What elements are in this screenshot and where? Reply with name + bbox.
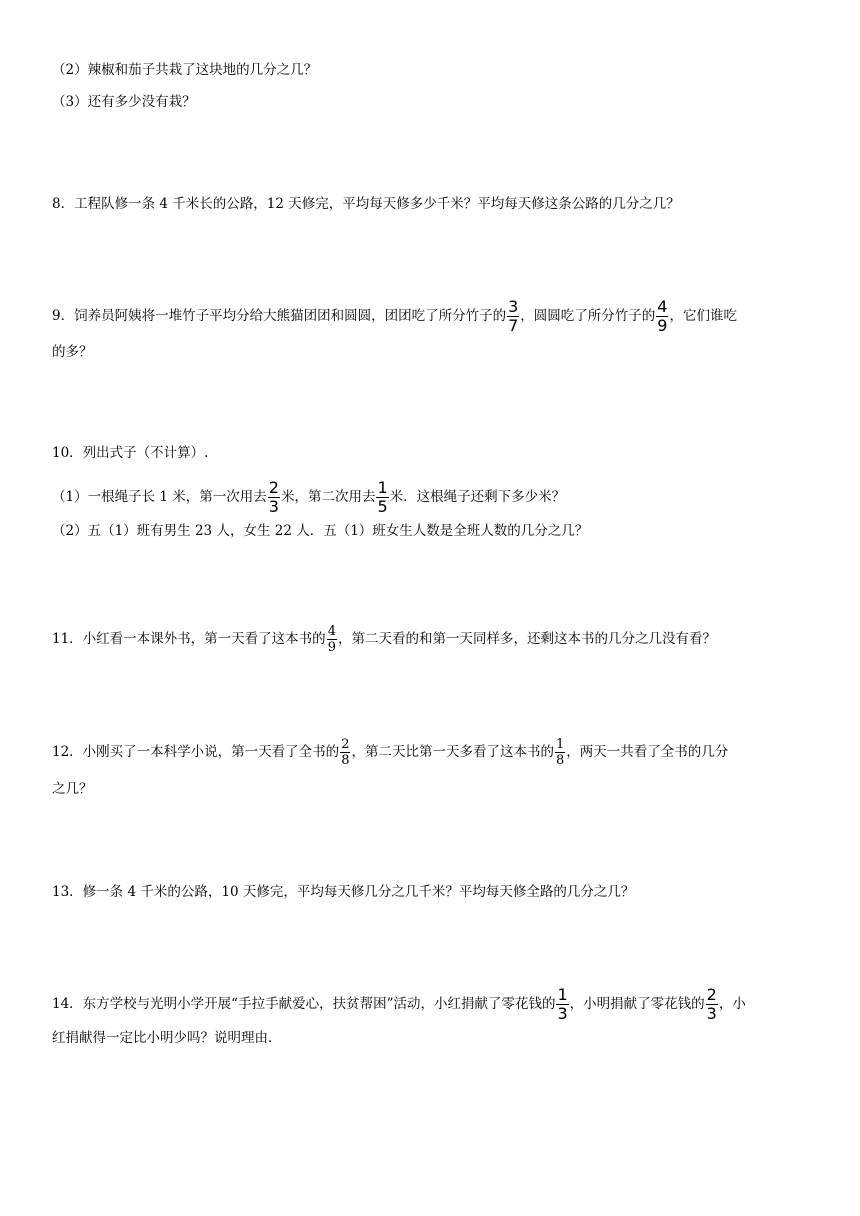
q12-text-part3: ，两天一共看了全书的几分 xyxy=(566,744,729,760)
q10-fraction-1-den: 3 xyxy=(268,497,279,516)
q11-fraction-1 xyxy=(327,625,337,654)
q7-sub2: （2）辣椒和茄子共栽了这块地的几分之几？ xyxy=(52,62,318,78)
q14-text-part1: 14．东方学校与光明小学开展“手拉手献爱心，扶贫帮困”活动，小红捐献了零花钱的 xyxy=(52,996,556,1012)
q12-text-part2: ，第二天比第一天多看了这本书的 xyxy=(351,744,554,760)
q14-fraction-1 xyxy=(556,987,568,1022)
q9-text-part3: ，它们谁吃 xyxy=(669,308,737,324)
q9-text-part2: ，圆圆吃了所分竹子的 xyxy=(520,308,656,324)
q10-title: 10．列出式子（不计算）. xyxy=(52,445,209,461)
q10-sub1 xyxy=(52,480,565,515)
q9-fraction-1-den: 7 xyxy=(508,316,519,335)
q10-fraction-2 xyxy=(376,480,388,515)
q10-sub1-part1: （1）一根绳子长 1 米，第一次用去 xyxy=(52,489,267,505)
q11-text-part1: 11．小红看一本课外书，第一天看了这本书的 xyxy=(52,631,326,647)
q10-fraction-2-num: 1 xyxy=(377,478,388,497)
q9-fraction-2-den: 9 xyxy=(657,316,668,335)
q11-fraction-1-num: 4 xyxy=(327,624,336,639)
q14-fraction-2-num: 2 xyxy=(706,985,717,1004)
q10-fraction-1-num: 2 xyxy=(268,478,279,497)
q14-line2: 红捐献得一定比小明少吗？说明理由． xyxy=(52,1030,282,1046)
q9-text-part1: 9．饲养员阿姨将一堆竹子平均分给大熊猫团团和圆圆，团团吃了所分竹子的 xyxy=(52,308,507,324)
q10-sub1-part2: 米，第二次用去 xyxy=(280,489,376,505)
q10-fraction-2-den: 5 xyxy=(377,497,388,516)
q9-line2: 的多？ xyxy=(52,344,93,360)
q14-fraction-1-den: 3 xyxy=(557,1004,568,1023)
q9-fraction-2 xyxy=(656,299,668,334)
q9-fraction-1-num: 3 xyxy=(508,297,519,316)
q8-text: 8．工程队修一条 4 千米长的公路，12 天修完，平均每天修多少千米？平均每天修这条公路的几分之几？ xyxy=(52,196,680,212)
q14-fraction-1-num: 1 xyxy=(557,985,568,1004)
q14-fraction-2 xyxy=(706,987,718,1022)
q13-text: 13．修一条 4 千米的公路，10 天修完，平均每天修几分之几千米？平均每天修全路的几分之几？ xyxy=(52,884,635,900)
q12-line1 xyxy=(52,738,728,767)
q9-fraction-2-num: 4 xyxy=(657,297,668,316)
q12-fraction-1-num: 2 xyxy=(341,737,350,752)
q9-line1 xyxy=(52,299,737,334)
q11-fraction-1-den: 9 xyxy=(327,640,336,655)
q11-text-part2: ，第二天看的和第一天同样多，还剩这本书的几分之几没有看？ xyxy=(337,631,716,647)
q10-sub2: （2）五（1）班有男生 23 人，女生 22 人．五（1）班女生人数是全班人数的几分之几？ xyxy=(52,523,589,539)
q10-fraction-1 xyxy=(268,480,280,515)
q12-fraction-2-num: 1 xyxy=(555,737,565,752)
q12-text-part1: 12．小刚买了一本科学小说，第一天看了全书的 xyxy=(52,744,340,760)
q10-sub1-part3: 米．这根绳子还剩下多少米？ xyxy=(389,489,566,505)
q12-fraction-1 xyxy=(340,738,350,767)
q14-text-part3: ，小 xyxy=(718,996,746,1012)
q14-fraction-2-den: 3 xyxy=(706,1004,717,1023)
q7-sub3: （3）还有多少没有栽？ xyxy=(52,94,196,110)
q12-fraction-2-den: 8 xyxy=(555,753,565,768)
q14-line1 xyxy=(52,987,746,1022)
q9-fraction-1 xyxy=(507,299,519,334)
q12-line2: 之几？ xyxy=(52,781,93,797)
q11-line1 xyxy=(52,625,716,654)
q14-text-part2: ，小明捐献了零花钱的 xyxy=(569,996,705,1012)
q12-fraction-2 xyxy=(555,738,565,767)
q12-fraction-1-den: 8 xyxy=(341,753,350,768)
